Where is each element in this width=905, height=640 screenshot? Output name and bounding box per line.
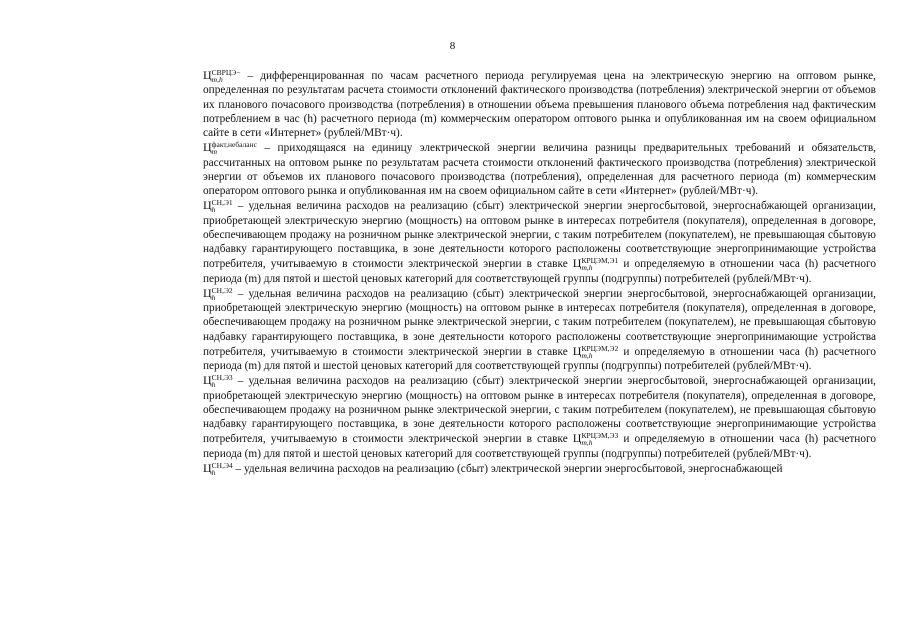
formula-symbol: Ц СН,Э3 h bbox=[203, 373, 233, 390]
inline-formula-symbol: Ц КРЦЭМ,Э2 m,h bbox=[572, 343, 619, 360]
formula-symbol: Ц факт,небаланс m bbox=[203, 140, 257, 157]
formula-symbol: Ц СН,Э2 h bbox=[203, 285, 233, 302]
definition-text: – приходящаяся на единицу электрической энергии величина разницы предварительных требований и обязательств, рассчитанных на оптовом рынке по результатам расчета стоимости отклонений фактического производства (потребления) электрической энергии от объемов их планового почасового производства (потребления), определенная для расчетного периода (m) коммерческим оператором оптового рынка и опубликованная им на своем официальном сайте в сети «Интернет» (рублей/МВт·ч). bbox=[203, 142, 876, 197]
definition-text: – дифференцированная по часам расчетного периода регулируемая цена на электрическую энергию на оптовом рынке, определенная по результатам расчета стоимости отклонений фактического производства (потребления) электрической энергии от объемов их планового почасового производства (потребления) в отношении объема превышения планового объема потребления над фактическим потреблением в час (h) расчетного периода (m) коммерческим оператором оптового рынка и опубликованная им на своем официальном сайте в сети «Интернет» (рублей/МВт·ч). bbox=[203, 70, 876, 139]
page-number: 8 bbox=[449, 40, 456, 52]
definition-text-continued: и определяемую в отношении часа (h) расчетного периода (m) для пятой и шестой ценовых категорий для соответствующей группы (подгруппы) потребителей (рублей/МВт·ч). bbox=[203, 258, 876, 285]
document-body bbox=[203, 68, 876, 476]
formula-symbol: Ц СН,Э1 h bbox=[203, 198, 233, 215]
definition-text-continued: и определяемую в отношении часа (h) расчетного периода (m) для пятой и шестой ценовых категорий для соответствующей группы (подгруппы) потребителей (рублей/МВт·ч). bbox=[203, 433, 876, 460]
formula-symbol: Ц СВРЦЭ− m,h bbox=[203, 68, 241, 84]
definition-text: – удельная величина расходов на реализацию (сбыт) электрической энергии энергосбытовой, энергоснабжающей bbox=[232, 462, 783, 475]
definition-paragraph bbox=[203, 198, 876, 286]
formula-symbol: Ц СН,Э4 h bbox=[203, 460, 233, 477]
inline-formula-symbol: Ц КРЦЭМ,Э3 m,h bbox=[572, 431, 619, 448]
definition-text-continued: и определяемую в отношении часа (h) расчетного периода (m) для пятой и шестой ценовых категорий для соответствующей группы (подгруппы) потребителей (рублей/МВт·ч). bbox=[203, 345, 876, 372]
definition-paragraph bbox=[203, 140, 876, 198]
definition-text: – удельная величина расходов на реализацию (сбыт) электрической энергии энергосбытовой, энергоснабжающей организации, приобретающей электрическую энергию (мощность) на оптовом рынке в интересах потребителя (покупателя), определенная в договоре, обеспечивающем продажу на розничном рынке электрической энергии, с таким потребителем (покупателем), не превышающая сбытовую надбавку гарантирующего поставщика, в зоне деятельности которого расположены соответствующие энергопринимающие устройства потребителя, учитываемую в стоимости электрической энергии в ставке bbox=[203, 287, 876, 358]
definition-paragraph bbox=[203, 461, 876, 476]
definition-text: – удельная величина расходов на реализацию (сбыт) электрической энергии энергосбытовой, энергоснабжающей организации, приобретающей электрическую энергию (мощность) на оптовом рынке в интересах потребителя (покупателя), определенная в договоре, обеспечивающем продажу на розничном рынке электрической энергии, с таким потребителем (покупателем), не превышающая сбытовую надбавку гарантирующего поставщика, в зоне деятельности которого расположены соответствующие энергопринимающие устройства потребителя, учитываемую в стоимости электрической энергии в ставке bbox=[203, 200, 876, 271]
definition-paragraph bbox=[203, 68, 876, 140]
inline-formula-symbol: Ц КРЦЭМ,Э1 m,h bbox=[572, 256, 619, 273]
definition-paragraph bbox=[203, 373, 876, 461]
definition-paragraph bbox=[203, 286, 876, 374]
definition-text: – удельная величина расходов на реализацию (сбыт) электрической энергии энергосбытовой, энергоснабжающей организации, приобретающей электрическую энергию (мощность) на оптовом рынке в интересах потребителя (покупателя), определенная в договоре, обеспечивающем продажу на розничном рынке электрической энергии, с таким потребителем (покупателем), не превышающая сбытовую надбавку гарантирующего поставщика, в зоне деятельности которого расположены соответствующие энергопринимающие устройства потребителя, учитываемую в стоимости электрической энергии в ставке bbox=[203, 375, 876, 446]
